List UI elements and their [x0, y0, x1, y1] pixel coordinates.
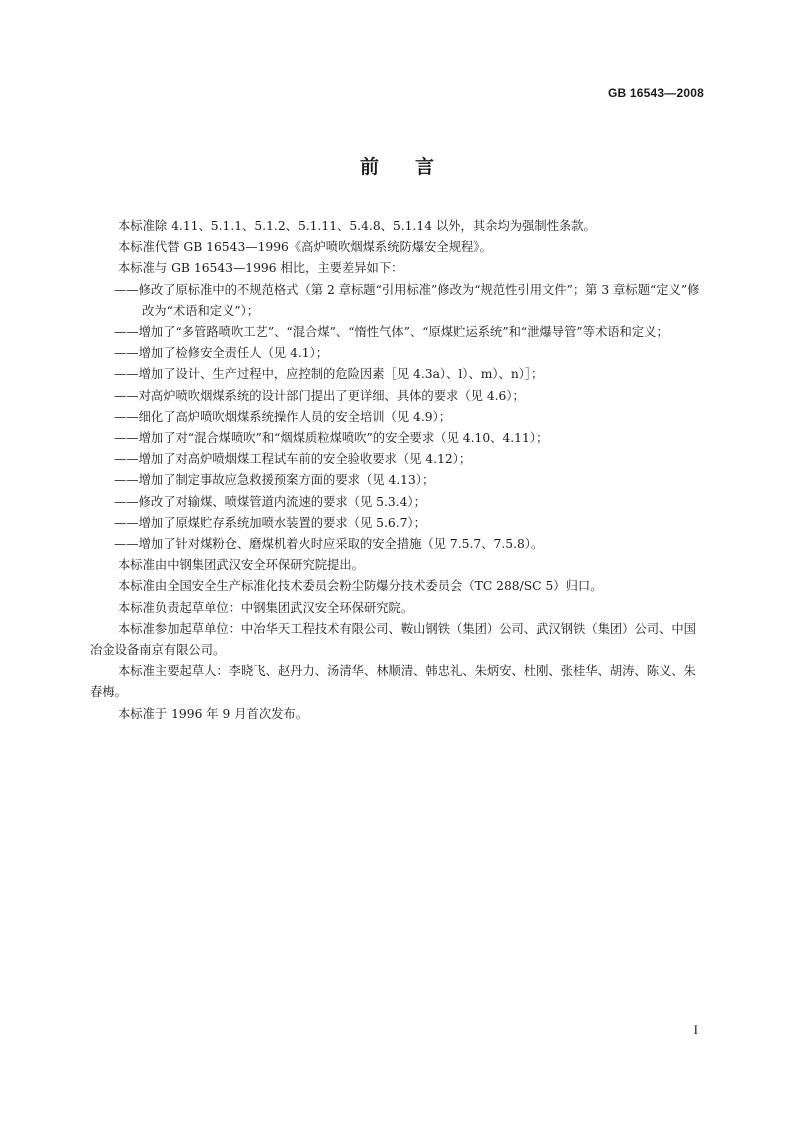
changes-list: [90, 280, 704, 556]
paragraph-main-drafters: 本标准主要起草人：李晓飞、赵丹力、汤清华、林顺清、韩忠礼、朱炳安、杜刚、张桂华、胡涛、陈义、朱春梅。: [90, 664, 696, 700]
list-item: ——增加了制定事故应急救援预案方面的要求（见 4.13）；: [114, 473, 435, 488]
list-item: ——增加了设计、生产过程中，应控制的危险因素［见 4.3a）、l）、m）、n）］；: [114, 367, 544, 382]
paragraph-replaces: 本标准代替 GB 16543—1996《高炉喷吹烟煤系统防爆安全规程》。: [118, 240, 492, 255]
list-item: ——细化了高炉喷吹烟煤系统操作人员的安全培训（见 4.9）；: [114, 409, 452, 424]
page-title: 前言: [359, 156, 470, 178]
paragraph-centralized-by: 本标准由全国安全生产标准化技术委员会粉尘防爆分技术委员会（TC 288/SC 5）归口。: [118, 579, 603, 594]
list-item: ——增加了“多管路喷吹工艺”、“混合煤”、“惰性气体”、“原煤贮运系统”和“泄爆导管”等术语和定义；: [114, 325, 669, 340]
list-item: ——修改了对输煤、喷煤管道内流速的要求（见 5.3.4）；: [114, 494, 426, 509]
list-item: ——增加了对高炉喷烟煤工程试车前的安全验收要求（见 4.12）；: [114, 452, 472, 467]
paragraph-first-published: 本标准于 1996 年 9 月首次发布。: [118, 706, 309, 721]
paragraph-mandatory-clauses: 本标准除 4.11、5.1.1、5.1.2、5.1.11、5.4.8、5.1.14 以外，其余均为强制性条款。: [118, 219, 596, 233]
foreword-body: [90, 216, 704, 725]
list-item: ——对高炉喷吹烟煤系统的设计部门提出了更详细、具体的要求（见 4.6）；: [114, 388, 525, 403]
list-item: ——修改了原标准中的不规范格式（第 2 章标题“引用标准”修改为“规范性引用文件”；第 3 章标题“定义”修改为“术语和定义”）；: [114, 282, 700, 318]
page-number: I: [693, 1022, 698, 1037]
standard-code: GB 16543—2008: [608, 86, 704, 100]
paragraph-proposer: 本标准由中钢集团武汉安全环保研究院提出。: [118, 558, 364, 573]
paragraph-participating-drafters: 本标准参加起草单位：中冶华天工程技术有限公司、鞍山钢铁（集团）公司、武汉钢铁（集团）公司、中国冶金设备南京有限公司。: [90, 621, 696, 658]
paragraph-differences-intro: 本标准与 GB 16543—1996 相比，主要差异如下：: [118, 261, 404, 276]
list-item: ——增加了原煤贮存系统加喷水装置的要求（见 5.6.7）；: [114, 515, 426, 530]
list-item: ——增加了对“混合煤喷吹”和“烟煤质粒煤喷吹”的安全要求（见 4.10、4.11）；: [114, 431, 549, 446]
paragraph-lead-drafter: 本标准负责起草单位：中钢集团武汉安全环保研究院。: [118, 600, 414, 615]
list-item: ——增加了针对煤粉仓、磨煤机着火时应采取的安全措施（见 7.5.7、7.5.8）。: [114, 537, 544, 552]
list-item: ——增加了检修安全责任人（见 4.1）；: [114, 346, 329, 361]
